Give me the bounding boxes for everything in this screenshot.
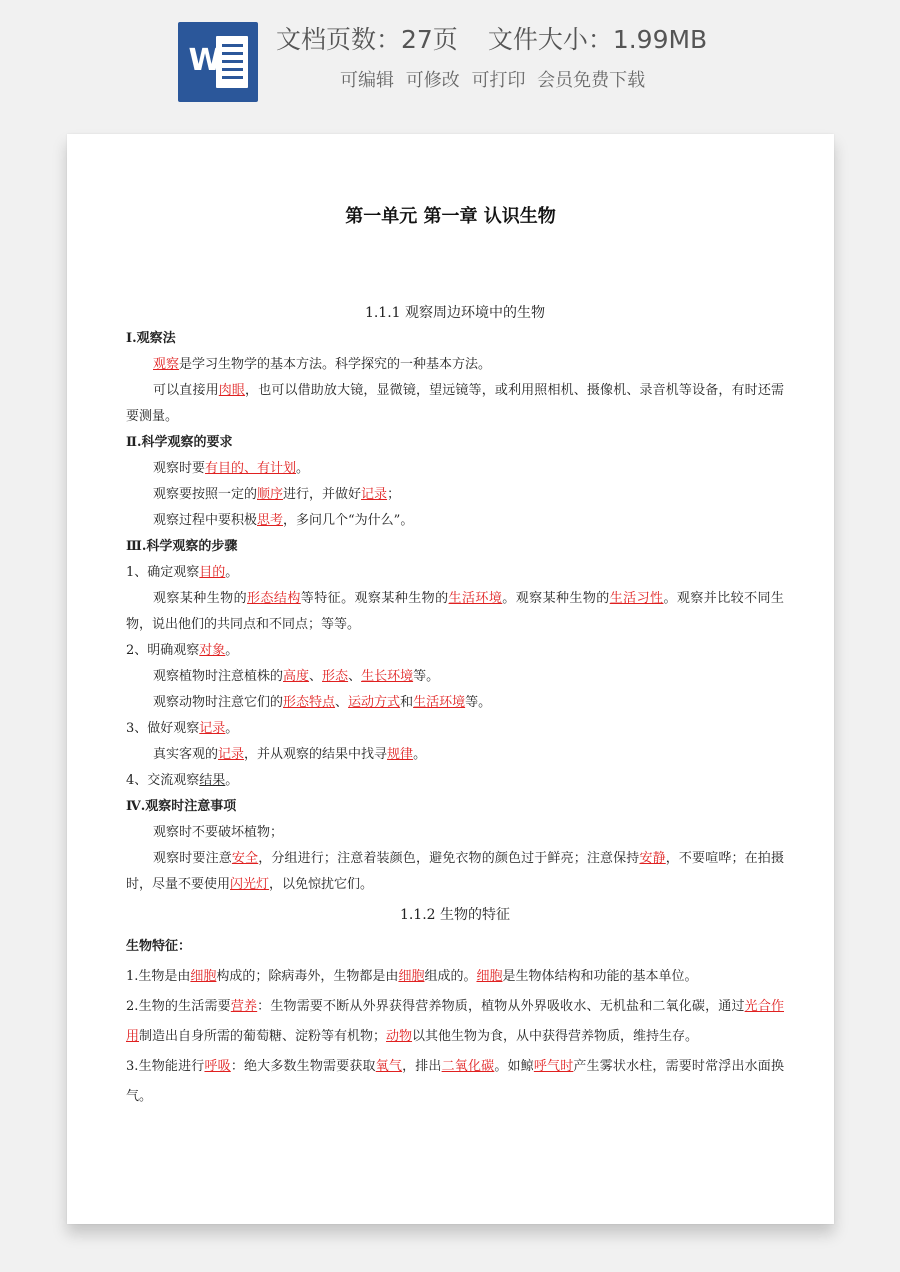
key-term: 观察: [153, 357, 180, 372]
text-run: 。: [225, 721, 239, 736]
key-term: 细胞: [190, 969, 217, 984]
text-run: 等特征。观察某种生物的: [300, 591, 449, 606]
subheading-observation-steps: Ⅲ.科学观察的步骤: [126, 539, 238, 554]
key-term: 安静: [639, 851, 666, 866]
paragraph: [126, 742, 784, 768]
key-term: 记录: [218, 747, 245, 762]
text-run: ，排出: [402, 1059, 442, 1074]
key-term: 形态特点: [283, 695, 336, 710]
key-term: 生活环境: [448, 591, 503, 606]
text-run: 3、做好观察: [126, 721, 200, 736]
text-run: 观察某种生物的: [153, 591, 248, 606]
page-title: 第一单元 第一章 认识生物: [345, 206, 556, 227]
text-run: 。: [296, 461, 310, 476]
text-run: 观察动物时注意它们的: [153, 695, 284, 710]
subheading-living-features: 生物特征：: [126, 939, 192, 954]
key-term: 运动方式: [348, 695, 401, 710]
doc-info: [276, 20, 707, 56]
paragraph: [126, 482, 784, 508]
text-run: 以其他生物为食，从中获得营养物质，维持生存。: [412, 1029, 699, 1044]
word-doc-icon: [178, 22, 258, 102]
text-run: 2.生物的生活需要: [126, 999, 231, 1014]
key-term: 形态: [322, 669, 349, 684]
paragraph: [126, 378, 784, 430]
key-term: 对象: [199, 643, 226, 658]
text-run: 组成的。: [424, 969, 477, 984]
text-run: 。观察并比较不同生物，说出他们的共同点和不同点；等等。: [126, 591, 784, 632]
text-run: 观察过程中要积极: [153, 513, 258, 528]
document-page: [67, 134, 834, 1224]
text-run: 真实客观的: [153, 747, 219, 762]
text-run: 、: [348, 669, 362, 684]
text-run: ，分组进行；注意着装颜色，避免衣物的颜色过于鲜亮；注意保持: [258, 851, 640, 866]
key-term: 思考: [257, 513, 284, 528]
key-term: 生长环境: [361, 669, 414, 684]
key-term: 细胞: [476, 969, 503, 984]
feature-item: [126, 1052, 784, 1112]
paragraph: [126, 690, 784, 716]
text-run: ；: [387, 487, 401, 502]
step-item: [126, 768, 784, 794]
key-term: 高度: [283, 669, 310, 684]
text-run: ：生物需要不断从外界获得营养物质，植物从外界吸收水、无机盐和二氧化碳，通过: [257, 999, 745, 1014]
text-run: 。如鲸: [494, 1059, 534, 1074]
key-term: 有目的、有计划: [205, 461, 297, 476]
text-run: 1.生物是由: [126, 969, 191, 984]
key-term: 结果: [199, 773, 226, 788]
key-term: 记录: [199, 721, 226, 736]
text-run: 等。: [413, 669, 440, 684]
key-term: 光合作用: [126, 999, 784, 1044]
section-heading-111: 1.1.1 观察周边环境中的生物: [364, 305, 546, 321]
text-run: 制造出自身所需的葡萄糖、淀粉等有机物；: [139, 1029, 387, 1044]
download-banner: [0, 0, 900, 120]
text-run: ，以免惊扰它们。: [269, 877, 374, 892]
key-term: 顺序: [257, 487, 284, 502]
text-run: 、: [335, 695, 349, 710]
text-run: 产生雾状水柱，需要时常浮出水面换气。: [126, 1059, 784, 1104]
key-term: 安全: [231, 851, 259, 866]
step-item: [126, 638, 784, 664]
key-term: 记录: [361, 487, 388, 502]
key-term: 生活环境: [413, 695, 466, 710]
text-run: ：绝大多数生物需要获取: [230, 1059, 376, 1074]
subheading-observation-notes: Ⅳ.观察时注意事项: [126, 799, 237, 814]
paragraph: 观察时不要破坏植物；: [153, 825, 284, 840]
paragraph: [126, 456, 784, 482]
key-term: 闪光灯: [230, 877, 270, 892]
key-term: 肉眼: [218, 383, 246, 398]
text-run: 观察植物时注意植株的: [153, 669, 284, 684]
file-size: 文件大小：1.99MB: [487, 25, 708, 54]
text-run: 观察时要注意: [153, 851, 232, 866]
text-run: ，不要喧哗；在拍摄时，尽量不要使用: [126, 851, 784, 892]
key-term: 形态结构: [247, 591, 301, 606]
key-term: 目的: [199, 565, 226, 580]
text-run: 是生物体结构和功能的基本单位。: [502, 969, 698, 984]
text-run: 等。: [465, 695, 492, 710]
text-run: ，也可以借助放大镜，显微镜，望远镜等，或利用照相机、摄像机、录音机等设备，有时还需要测量。: [126, 383, 784, 424]
key-term: 动物: [386, 1029, 413, 1044]
subheading-observation-requirements: Ⅱ.科学观察的要求: [126, 435, 233, 450]
page-count: 文档页数：27页: [276, 25, 458, 54]
document-body: [126, 300, 784, 1112]
text-run: 。: [225, 643, 239, 658]
text-run: 1、确定观察: [126, 565, 200, 580]
key-term: 营养: [230, 999, 258, 1014]
key-term: 二氧化碳: [441, 1059, 495, 1074]
section-heading-112: 1.1.2 生物的特征: [399, 907, 511, 923]
text-run: 。观察某种生物的: [502, 591, 610, 606]
text-run: 。: [413, 747, 427, 762]
text-run: 3.生物能进行: [126, 1059, 205, 1074]
key-term: 氧气: [375, 1059, 403, 1074]
step-item: [126, 716, 784, 742]
paragraph: [126, 846, 784, 898]
key-term: 规律: [387, 747, 414, 762]
text-run: 、: [309, 669, 323, 684]
feature-item: [126, 992, 784, 1052]
doc-features: 可编辑 可修改 可打印 会员免费下载: [340, 70, 646, 91]
key-term: 细胞: [398, 969, 425, 984]
word-icon-letter: W: [188, 43, 222, 78]
step-item: [126, 560, 784, 586]
text-run: 可以直接用: [153, 383, 219, 398]
text-run: 构成的；除病毒外，生物都是由: [216, 969, 399, 984]
subheading-observation-method: Ⅰ.观察法: [126, 331, 176, 346]
paragraph: [126, 664, 784, 690]
key-term: 生活习性: [609, 591, 664, 606]
key-term: 呼吸: [204, 1059, 231, 1074]
text-run: 。: [225, 565, 239, 580]
text-run: 是学习生物学的基本方法。科学探究的一种基本方法。: [179, 357, 492, 372]
paragraph: [126, 508, 784, 534]
paragraph: [126, 352, 784, 378]
text-run: ，多问几个“为什么”。: [283, 513, 414, 528]
text-run: ，并从观察的结果中找寻: [244, 747, 388, 762]
text-run: 和: [400, 695, 414, 710]
feature-item: [126, 962, 784, 992]
paragraph: [126, 586, 784, 638]
key-term: 呼气时: [533, 1059, 574, 1074]
text-run: 2、明确观察: [126, 643, 200, 658]
text-run: 4、交流观察: [126, 773, 200, 788]
text-run: 观察时要: [153, 461, 206, 476]
text-run: 。: [225, 773, 239, 788]
text-run: 观察要按照一定的: [153, 487, 258, 502]
text-run: 进行，并做好: [283, 487, 362, 502]
